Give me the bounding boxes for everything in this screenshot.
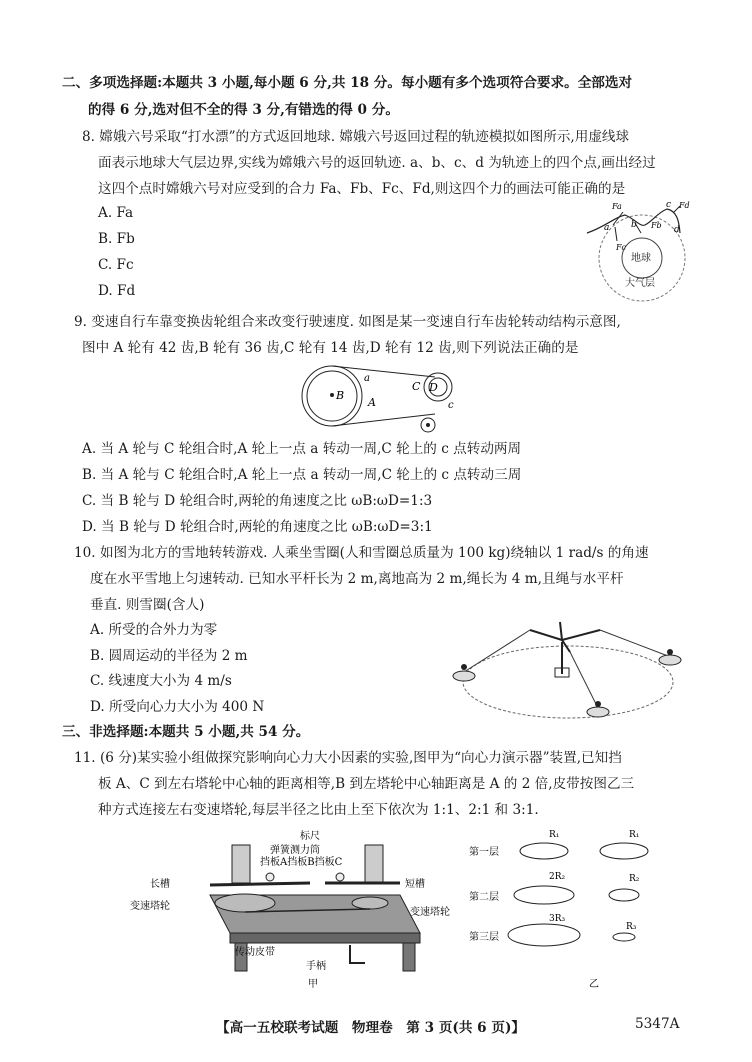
arm-right <box>562 630 600 640</box>
long-groove-bar <box>210 883 310 885</box>
baffles-label: 挡板A挡板B挡板C <box>260 857 343 868</box>
q9-stem-line2: 图中 A 轮有 42 齿,B 轮有 36 齿,C 轮有 14 齿,D 轮有 12 齿,则下列说法正确的是 <box>82 340 579 356</box>
layer1-r-right: R₁ <box>629 830 640 840</box>
q8-stem-line1: 8. 嫦娥六号采取“打水漂”的方式返回地球. 嫦娥六号返回过程的轨迹模拟如图所示,用虚线球 <box>82 129 630 145</box>
rope-left <box>464 630 530 672</box>
base-side <box>230 933 420 943</box>
short-groove-label: 短槽 <box>405 879 425 890</box>
rider-left <box>461 664 467 670</box>
force-fd-label: Fd <box>679 201 690 210</box>
point-a-label: a <box>604 223 610 233</box>
q9-gear-figure <box>290 360 480 440</box>
point-d-label: d <box>674 225 680 235</box>
q9-option-c: C. 当 B 轮与 D 轮组合时,两轮的角速度之比 ωB:ωD=1:3 <box>82 493 433 509</box>
q11-stem-line1: 11. (6 分)某实验小组做探究影响向心力大小因素的实验,图甲为“向心力演示器”装置,已知挡 <box>74 750 622 766</box>
layer2-r-left: 2R₂ <box>549 872 566 882</box>
q11-stem-line3: 种方式连接左右变速塔轮,每层半径之比由上至下依次为 1:1、2:1 和 3:1. <box>98 802 539 818</box>
ball-left <box>266 873 274 881</box>
q10-stem-line3: 垂直. 则雪圈(含人) <box>90 597 205 613</box>
q10-stem-line2: 度在水平雪地上匀速转动. 已知水平杆长为 2 m,离地高为 2 m,绳长为 4 m,且绳与水平杆 <box>90 571 624 587</box>
centripetal-demonstrator-figure <box>120 825 450 995</box>
belt-label: 传动皮带 <box>235 947 275 958</box>
chain-top <box>332 366 435 377</box>
force-fa-arrow <box>613 212 623 225</box>
gear-a-label: A <box>368 396 376 409</box>
caption-jia: 甲 <box>308 979 318 990</box>
section-heading-non-choice: 三、非选择题:本题共 5 小题,共 54 分。 <box>62 724 310 740</box>
arm-back <box>560 622 562 640</box>
ruler-label: 标尺 <box>300 831 320 842</box>
gear-d-label: D <box>429 381 438 394</box>
layer1-right-wheel <box>600 843 648 859</box>
gear-b-label: B <box>336 389 345 402</box>
q8-option-a: A. Fa <box>98 205 134 221</box>
q9-option-a: A. 当 A 轮与 C 轮组合时,A 轮上一点 a 转动一周,C 轮上的 c 点转动两周 <box>82 441 522 457</box>
point-c-label: c <box>448 400 454 411</box>
q9-option-d: D. 当 B 轮与 D 轮组合时,两轮的角速度之比 ωB:ωD=3:1 <box>82 519 433 535</box>
layer1-r-left: R₁ <box>549 830 560 840</box>
exam-code: 5347A <box>635 1016 680 1032</box>
q8-option-c: C. Fc <box>98 257 134 273</box>
q10-option-d: D. 所受向心力大小为 400 N <box>90 699 265 715</box>
snow-ring-left <box>453 671 475 681</box>
arm-left <box>530 630 562 640</box>
atmosphere-label: 大气层 <box>625 278 655 289</box>
gear-c-label: C <box>412 380 421 393</box>
point-a-label: a <box>364 373 370 384</box>
q8-trajectory-figure <box>585 195 695 305</box>
tower-wheel-layers-figure <box>464 825 684 995</box>
snow-ring-right <box>659 655 681 665</box>
layer3-left-wheel <box>508 924 580 946</box>
gear-center-dot <box>330 393 334 397</box>
spring-column-left <box>232 845 250 883</box>
caption-yi: 乙 <box>589 979 599 990</box>
layer2-r-right: R₂ <box>629 874 640 884</box>
layer1-left-wheel <box>520 843 568 859</box>
force-fc-arrow <box>615 227 617 241</box>
q8-stem-line2: 面表示地球大气层边界,实线为嫦娥六号的返回轨迹. a、b、c、d 为轨迹上的四个点,画出经过 <box>98 155 656 171</box>
tensioner-dot <box>426 423 430 427</box>
q10-snow-ring-figure <box>450 612 690 724</box>
rider-front <box>595 701 601 707</box>
ball-right <box>336 873 344 881</box>
spring-label: 弹簧测力筒 <box>270 845 320 856</box>
layer1-label: 第一层 <box>469 847 499 858</box>
long-groove-label: 长槽 <box>150 879 170 890</box>
rope-right <box>600 630 668 656</box>
tower-wheel-left <box>215 894 275 912</box>
right-wheel-label: 变速塔轮 <box>410 907 450 918</box>
point-c-label: c <box>666 200 672 210</box>
crank-handle <box>350 945 365 963</box>
layer2-label: 第二层 <box>469 892 499 903</box>
section-heading-multiple-choice-cont: 的得 6 分,选对但不全的得 3 分,有错选的得 0 分。 <box>88 102 399 118</box>
force-fb-label: Fb <box>651 221 662 230</box>
earth-label: 地球 <box>631 253 651 264</box>
q10-option-b: B. 圆周运动的半径为 2 m <box>90 648 248 664</box>
layer3-right-wheel <box>613 933 635 941</box>
q10-option-a: A. 所受的合外力为零 <box>90 622 218 638</box>
tower-wheel-right <box>352 897 388 909</box>
layer2-right-wheel <box>609 889 639 901</box>
q9-option-b: B. 当 A 轮与 C 轮组合时,A 轮上一点 a 转动一周,C 轮上的 c 点转动三周 <box>82 467 522 483</box>
q9-stem-line1: 9. 变速自行车靠变换齿轮组合来改变行驶速度. 如图是某一变速自行车齿轮转动结构示意图, <box>74 314 621 330</box>
q8-option-d: D. Fd <box>98 283 136 299</box>
section-heading-multiple-choice: 二、多项选择题:本题共 3 小题,每小题 6 分,共 18 分。每小题有多个选项符合要求。全部选对 <box>62 75 633 91</box>
force-fa-label: Fa <box>612 202 622 211</box>
rope-front <box>570 652 598 708</box>
snow-ring-front <box>587 707 609 717</box>
q10-stem-line1: 10. 如图为北方的雪地转转游戏. 人乘坐雪圈(人和雪圈总质量为 100 kg)绕轴以 1 rad/s 的角速 <box>74 545 649 561</box>
layer3-r-right: R₃ <box>626 922 637 932</box>
q10-option-c: C. 线速度大小为 4 m/s <box>90 673 232 689</box>
page-footer: 【高一五校联考试题 物理卷 第 3 页(共 6 页)】 <box>216 1020 525 1036</box>
q8-option-b: B. Fb <box>98 231 135 247</box>
point-b-label: b <box>631 220 637 230</box>
rider-right <box>667 649 673 655</box>
handle-label: 手柄 <box>306 961 326 972</box>
motion-circle <box>463 646 673 718</box>
left-wheel-label: 变速塔轮 <box>130 901 170 912</box>
q11-stem-line2: 板 A、C 到左右塔轮中心轴的距离相等,B 到左塔轮中心轴距离是 A 的 2 倍,皮带按图乙三 <box>98 776 635 792</box>
layer3-r-left: 3R₃ <box>549 914 566 924</box>
force-fc-label: Fc <box>616 243 627 252</box>
leg-right-front <box>403 943 415 971</box>
layer3-label: 第三层 <box>469 932 499 943</box>
layer2-left-wheel <box>514 886 574 904</box>
spring-column-right <box>365 845 383 883</box>
q8-stem-line3: 这四个点时嫦娥六号对应受到的合力 Fa、Fb、Fc、Fd,则这四个力的画法可能正确的是 <box>98 181 626 197</box>
